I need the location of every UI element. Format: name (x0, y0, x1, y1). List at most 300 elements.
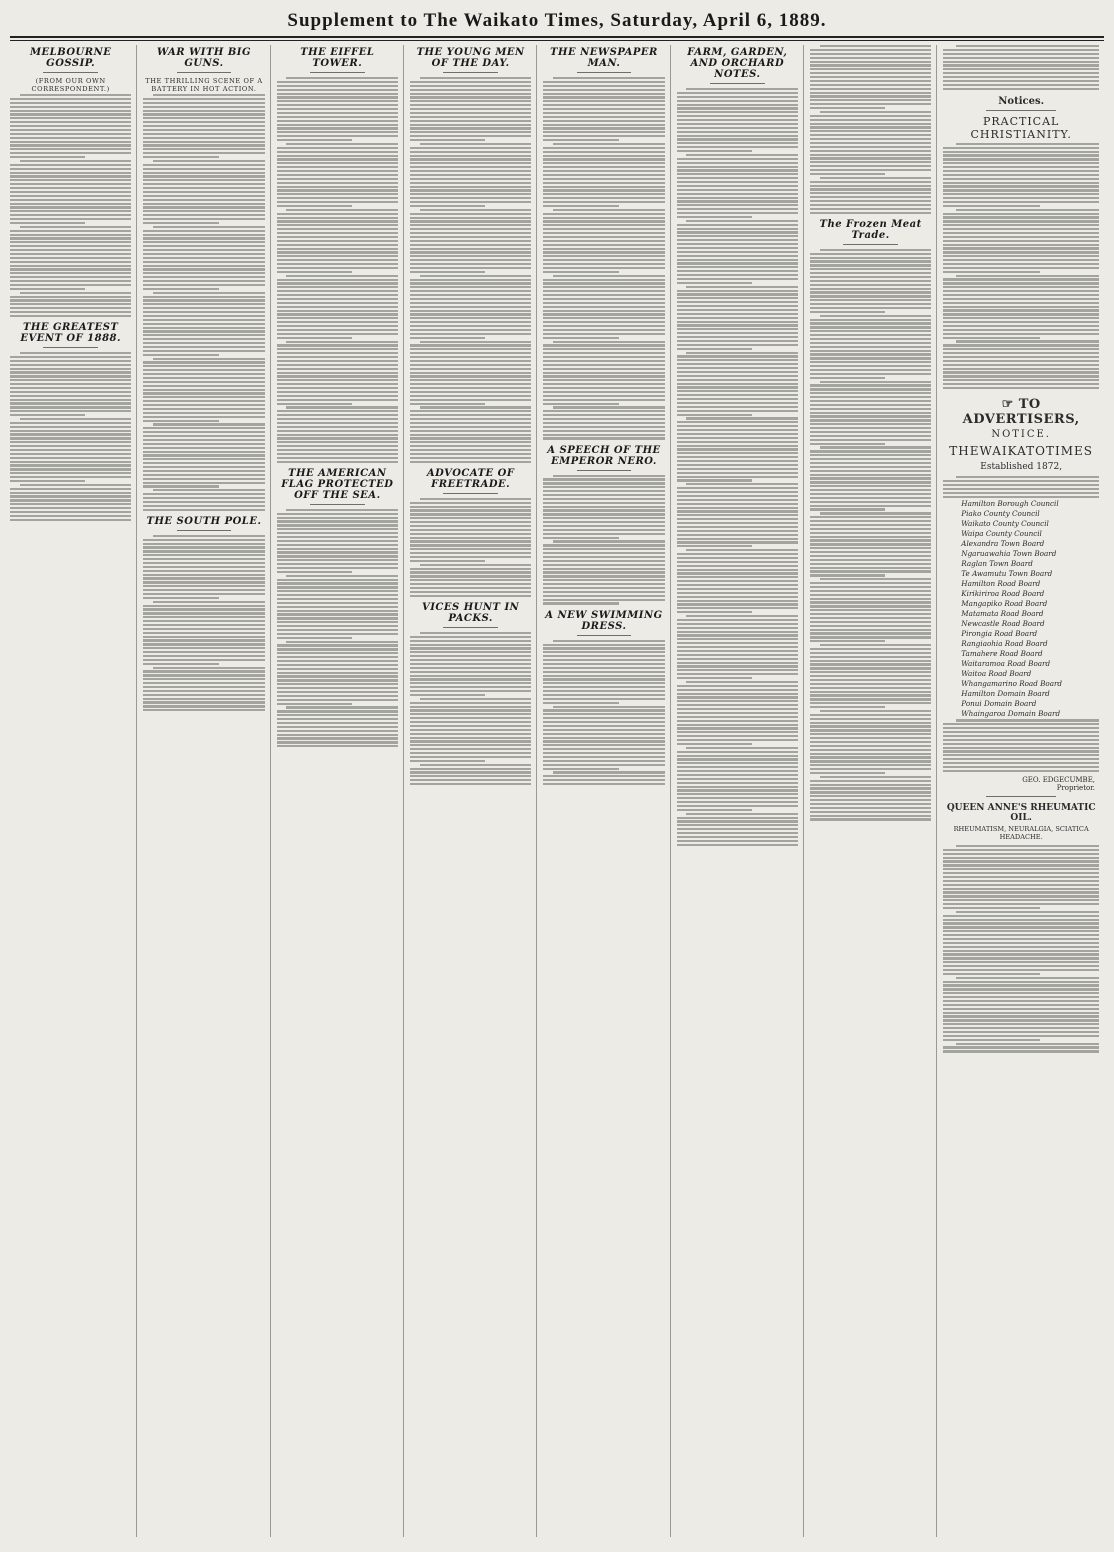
text-line (277, 151, 398, 153)
text-line (553, 640, 665, 642)
text-line (543, 509, 664, 511)
text-line (277, 286, 398, 288)
text-line (956, 340, 1099, 342)
text-line (10, 406, 131, 408)
text-line (410, 521, 531, 523)
text-line (677, 731, 798, 733)
text-line (543, 744, 664, 746)
text-line (543, 583, 664, 585)
text-line (543, 521, 664, 523)
article-subtitle: THE THRILLING SCENE OF A BATTERY IN HOT ACTION. (145, 77, 263, 93)
text-line (810, 656, 931, 658)
text-line (277, 633, 398, 635)
text-line (410, 213, 531, 215)
text-line (543, 279, 664, 281)
text-line (277, 333, 398, 335)
text-line (543, 698, 664, 700)
text-line (143, 639, 264, 641)
text-line (10, 210, 131, 212)
text-line (286, 406, 398, 408)
text-line (143, 478, 264, 480)
text-line (277, 672, 398, 674)
text-line (410, 325, 531, 327)
text-line (143, 350, 264, 352)
text-line (277, 722, 398, 724)
text-line (677, 685, 798, 687)
text-line (410, 768, 531, 770)
text-line (153, 535, 265, 537)
text-line (277, 730, 398, 732)
text-line (277, 116, 398, 118)
text-line (810, 373, 931, 375)
text-line (677, 135, 798, 137)
text-line (943, 739, 1099, 741)
text-line (677, 669, 798, 671)
text-line (543, 775, 664, 777)
text-line (10, 195, 131, 197)
text-line (677, 476, 798, 478)
text-line (143, 690, 264, 692)
text-line (410, 147, 531, 149)
text-line (143, 435, 264, 437)
text-line (10, 249, 131, 251)
text-line (677, 739, 798, 741)
text-line (410, 771, 531, 773)
text-line (943, 348, 1099, 350)
local-body-item: Kirikiriroa Road Board (961, 589, 1045, 599)
text-line (410, 591, 531, 593)
text-line (10, 191, 131, 193)
text-line (543, 702, 618, 704)
text-line (143, 342, 264, 344)
text-line (410, 189, 531, 191)
text-line (410, 313, 531, 315)
text-line (410, 263, 531, 265)
text-line (677, 545, 752, 547)
local-body-item: Waitoa Road Board (961, 669, 1032, 679)
text-line (810, 570, 931, 572)
text-line (543, 783, 664, 785)
text-line (543, 430, 664, 432)
text-line (677, 538, 798, 540)
text-line (810, 388, 931, 390)
text-line (677, 665, 798, 667)
text-line (410, 306, 531, 308)
text-line (143, 164, 264, 166)
text-line (810, 150, 931, 152)
text-line (277, 699, 398, 701)
text-line (277, 263, 398, 265)
text-line (410, 548, 531, 550)
text-line (20, 418, 132, 420)
text-line (943, 938, 1099, 940)
text-line (143, 327, 264, 329)
text-line (943, 220, 1099, 222)
text-line (410, 81, 531, 83)
text-line (143, 485, 218, 487)
text-line (277, 679, 398, 681)
text-line (810, 138, 931, 140)
text-line (943, 53, 1099, 55)
text-line (410, 104, 531, 106)
text-line (143, 605, 264, 607)
text-line (420, 341, 532, 343)
text-line (143, 288, 218, 290)
text-line (10, 468, 131, 470)
text-line (810, 667, 931, 669)
text-line (943, 178, 1099, 180)
text-line (410, 170, 531, 172)
text-line (543, 568, 664, 570)
text-line (810, 543, 931, 545)
text-line (410, 112, 531, 114)
text-line (810, 400, 931, 402)
article-title: FARM, GARDEN, AND ORCHARD NOTES. (687, 47, 788, 80)
text-line (943, 957, 1099, 959)
text-line (543, 564, 664, 566)
text-line (410, 733, 531, 735)
text-line (543, 709, 664, 711)
text-line (677, 282, 752, 284)
text-line (810, 811, 931, 813)
text-line (543, 131, 664, 133)
intro-text-block (943, 45, 1099, 90)
text-line (810, 629, 931, 631)
text-line (810, 636, 931, 638)
text-line (277, 104, 398, 106)
text-line (810, 188, 931, 190)
text-line (10, 375, 131, 377)
text-line (677, 262, 798, 264)
text-line (286, 77, 398, 79)
text-line (677, 150, 752, 152)
text-line (943, 325, 1099, 327)
text-line (543, 717, 664, 719)
separator (443, 627, 498, 628)
article-title: WAR WITH BIG GUNS. (156, 47, 252, 69)
text-line (277, 664, 398, 666)
text-line (543, 387, 664, 389)
text-line (677, 162, 798, 164)
text-line (677, 92, 798, 94)
text-line (410, 244, 531, 246)
text-line (410, 663, 531, 665)
text-line (677, 638, 798, 640)
text-line (810, 725, 931, 727)
text-line (956, 45, 1099, 47)
text-line (943, 166, 1099, 168)
text-line (820, 644, 932, 646)
text-line (677, 832, 798, 834)
text-line (277, 251, 398, 253)
text-line (143, 210, 264, 212)
text-line (153, 423, 265, 425)
text-line (810, 559, 931, 561)
text-line (277, 410, 398, 412)
text-line (543, 764, 664, 766)
text-line (820, 578, 932, 580)
text-line (810, 675, 931, 677)
text-line (277, 240, 398, 242)
to-advertisers-heading (943, 397, 1099, 427)
text-line (810, 361, 931, 363)
text-line (677, 541, 798, 543)
text-line (943, 147, 1099, 149)
text-line (277, 228, 398, 230)
text-line (677, 673, 798, 675)
text-line (686, 747, 798, 749)
text-line (410, 108, 531, 110)
text-line (143, 577, 264, 579)
text-line (810, 57, 931, 59)
text-line (677, 197, 798, 199)
text-line (810, 431, 931, 433)
text-line (543, 587, 664, 589)
text-line (277, 683, 398, 685)
text-line (277, 337, 352, 339)
text-line (143, 129, 264, 131)
text-line (543, 360, 664, 362)
text-line (543, 768, 618, 770)
text-line (810, 208, 931, 210)
text-line (143, 451, 264, 453)
text-line (943, 496, 1099, 498)
text-line (143, 334, 264, 336)
text-line (943, 930, 1099, 932)
text-line (410, 329, 531, 331)
text-line (143, 574, 264, 576)
text-line (677, 212, 798, 214)
text-line (543, 333, 664, 335)
text-line (410, 368, 531, 370)
text-line (943, 154, 1099, 156)
text-line (956, 911, 1099, 913)
text-line (277, 555, 398, 557)
text-line (943, 1050, 1099, 1052)
text-line (810, 173, 885, 175)
text-line (943, 57, 1099, 59)
text-line (810, 539, 931, 541)
text-line (277, 403, 352, 405)
text-line (410, 403, 485, 405)
text-line (543, 356, 664, 358)
text-line (943, 484, 1099, 486)
established-line: Established 1872, (980, 462, 1063, 473)
article-body (677, 88, 798, 846)
text-line (543, 740, 664, 742)
text-line (410, 694, 485, 696)
text-line (810, 161, 931, 163)
text-line (277, 306, 398, 308)
text-line (943, 926, 1099, 928)
text-line (677, 495, 798, 497)
text-line (410, 151, 531, 153)
text-line (410, 240, 531, 242)
text-line (677, 429, 798, 431)
text-line (143, 570, 264, 572)
text-line (543, 675, 664, 677)
article-title: A NEW SWIMMING DRESS. (545, 609, 663, 632)
separator (986, 796, 1056, 797)
text-line (410, 461, 531, 463)
text-line (286, 575, 398, 577)
text-line (143, 257, 264, 259)
text-line (943, 352, 1099, 354)
text-line (277, 445, 398, 447)
local-body-item: Tamahere Road Board (961, 649, 1043, 659)
text-line (543, 139, 618, 141)
text-line (677, 394, 798, 396)
text-line (10, 164, 131, 166)
text-line (943, 1015, 1099, 1017)
text-line (943, 942, 1099, 944)
text-line (277, 356, 398, 358)
text-line (10, 371, 131, 373)
separator (710, 83, 765, 84)
text-line (10, 360, 131, 362)
text-line (943, 182, 1099, 184)
text-line (677, 398, 798, 400)
text-line (143, 474, 264, 476)
text-line (543, 602, 618, 604)
text-line (543, 721, 664, 723)
text-line (143, 152, 264, 154)
text-line (543, 120, 664, 122)
text-line (20, 94, 132, 96)
text-line (543, 193, 664, 195)
text-line (677, 185, 798, 187)
text-line (277, 364, 398, 366)
text-line (143, 214, 264, 216)
text-line (277, 617, 398, 619)
text-line (20, 226, 132, 228)
local-body-item: Mangapiko Road Board (961, 599, 1048, 609)
text-line (677, 755, 798, 757)
text-line (543, 236, 664, 238)
text-line (277, 147, 398, 149)
text-line (410, 228, 531, 230)
text-line (410, 426, 531, 428)
text-line (810, 119, 931, 121)
text-line (810, 200, 931, 202)
text-line (677, 456, 798, 458)
to-advertisers-label: TO ADVERTISERS, (962, 397, 1080, 428)
text-line (143, 431, 264, 433)
text-line (543, 344, 664, 346)
text-line (277, 313, 398, 315)
text-line (277, 294, 398, 296)
text-line (277, 383, 398, 385)
text-line (677, 142, 798, 144)
text-line (410, 671, 531, 673)
text-line (143, 682, 264, 684)
text-line (810, 450, 931, 452)
text-line (543, 290, 664, 292)
text-line (543, 329, 664, 331)
text-line (277, 321, 398, 323)
text-line (810, 415, 931, 417)
text-line (143, 330, 264, 332)
text-line (810, 508, 885, 510)
text-line (810, 192, 931, 194)
text-line (810, 257, 931, 259)
local-body-item: Raglan Town Board (961, 559, 1033, 569)
text-line (277, 687, 398, 689)
text-line (543, 595, 664, 597)
text-line (677, 778, 798, 780)
text-line (10, 152, 131, 154)
text-line (420, 698, 532, 700)
text-line (677, 782, 798, 784)
text-line (286, 706, 398, 708)
text-line (410, 560, 485, 562)
text-line (810, 268, 931, 270)
text-line (10, 214, 131, 216)
text-line (677, 224, 798, 226)
text-line (410, 659, 531, 661)
text-line (677, 623, 798, 625)
text-line (543, 189, 664, 191)
separator (310, 504, 365, 505)
text-line (10, 445, 131, 447)
text-line (143, 106, 264, 108)
text-line (277, 329, 398, 331)
article-body (10, 352, 131, 521)
text-line (810, 84, 931, 86)
text-line (420, 143, 532, 145)
text-line (10, 276, 131, 278)
text-line (143, 265, 264, 267)
text-line (277, 571, 352, 573)
text-line (410, 174, 531, 176)
text-line (677, 503, 798, 505)
text-line (677, 328, 798, 330)
text-line (543, 426, 664, 428)
text-line (810, 741, 931, 743)
text-line (277, 426, 398, 428)
text-line (543, 174, 664, 176)
text-line (677, 572, 798, 574)
text-line (543, 112, 664, 114)
text-line (943, 232, 1099, 234)
text-line (410, 124, 531, 126)
text-line (143, 624, 264, 626)
text-line (810, 563, 931, 565)
text-line (543, 482, 664, 484)
local-bodies-list (943, 499, 1099, 718)
text-line (410, 321, 531, 323)
text-line (677, 689, 798, 691)
text-line (677, 468, 798, 470)
text-line (410, 779, 531, 781)
text-line (810, 590, 931, 592)
text-line (277, 437, 398, 439)
text-line (810, 326, 931, 328)
text-line (143, 206, 264, 208)
text-line (277, 248, 398, 250)
text-line (553, 143, 665, 145)
text-line (10, 272, 131, 274)
text-line (686, 154, 798, 156)
text-line (677, 565, 798, 567)
text-line (153, 667, 265, 669)
text-line (943, 255, 1099, 257)
text-line (677, 464, 798, 466)
text-line (277, 236, 398, 238)
text-line (410, 748, 531, 750)
text-line (677, 584, 798, 586)
text-line (943, 754, 1099, 756)
